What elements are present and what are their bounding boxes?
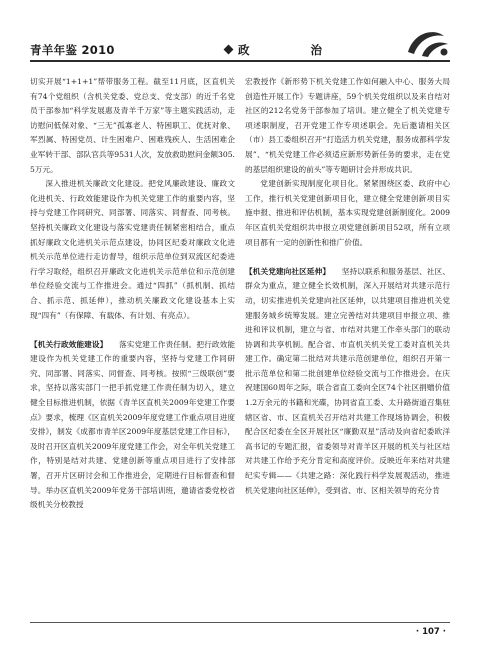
- running-header: [30, 40, 450, 62]
- footer-rule: [30, 622, 450, 623]
- header-rule: [30, 60, 450, 62]
- section-heading: 【机关行政效能建设】: [30, 339, 104, 349]
- paragraph: 切实开展“1+1+1”帮带服务工程。截至11月底，区直机关有74个党组织（含机关党委、党总支、党支部）的近千名党员干部参加“科学发展惠及青羊千万家”等主题实践活动，走访慰问低保对象、“三无”孤寡老人、特困职工、优抚对象、军烈属、特困党员、计生困难户、困难残疾人、生活困难企业军转干部、部队官兵等9531人次，发放救助慰问金额305.5万元。: [30, 77, 235, 174]
- left-column: [30, 75, 235, 615]
- right-column: [245, 75, 450, 615]
- section-char-2: 治: [310, 43, 325, 57]
- diamond-icon: [224, 45, 234, 55]
- section-label: [225, 42, 325, 58]
- section-paragraph: [245, 265, 450, 499]
- section-paragraph: [30, 338, 235, 513]
- paragraph: 宏教授作《新形势下机关党建工作如何融入中心、服务大局创造性开展工作》专题讲座，59个机关党组织以及来自结对社区的212名党务干部参加了培训。建立健全了机关党建专项述职制度，召开党建工作专项述职会。先后邀请相关区（市）县工委组织召开“打造活力机关党建，服务成都科学发展”、“机关党建工作必须适应新形势新任务的要求，走在党的基层组织建设的前头”等专题研讨会并形成共识。: [245, 77, 450, 174]
- section-body: 坚持以联系和服务基层、社区、群众为重点，建立健全长效机制，深入开展结对共建示范行动，切实推进机关党建向社区延伸，以共建项目推进机关党建服务城乡统筹发展。建立完善结对共建项目申报立项、推进和评议机制，建立与省、市结对共建工作牵头部门的联动协调和共享机制。配合省、市直机关机关党工委对直机关共建工作。确定第二批结对共建示范创建单位，组织召开第一批示范单位和第二批创建单位经验交流与工作推进会。在庆祝建国60周年之际，联合省直工委向全区74个社区捐赠价值1.2万余元的书籍和光碟，协同省直工委、太升路街道召集驻辖区省、市、区直机关召开结对共建工作现场协调会，积极配合区纪委在全区开展社区“廉勤双星”活动及向省纪委欧洋高书记的专题汇报，省委领导对青羊区开展的机关与社区结对共建工作给予充分肯定和高度评价。反映近年来结对共建纪实专辑——《共建之路：深化践行科学发展观活动，推进机关党建向社区延伸》，受到省、市、区相关领导的充分肯: [245, 266, 450, 495]
- paragraph: 深入推进机关廉政文化建设。把党风廉政建设、廉政文化进机关、行政效能建设作为机关党建工作的重要内容，坚持与党建工作同研究、同部署、同落实、同督查、同考核。坚持机关廉政文化建设与落实党建责任制紧密相结合，重点抓好廉政文化进机关示范点建设，协同区纪委对廉政文化进机关示范单位进行走访督导，组织示范单位到双流区纪委进行学习取经，组织召开廉政文化进机关示范单位和示范创建单位经验交流与工作推进会。通过“四抓”（抓机制、抓结合、抓示范、抓延伸），推动机关廉政文化建设基本上实现“四有”（有保障、有载体、有计划、有亮点）。: [30, 179, 235, 320]
- yearbook-title: 青羊年鉴 2010: [30, 43, 115, 57]
- yearbook-logo-icon: [404, 26, 452, 60]
- page-number: · 107 ·: [415, 627, 446, 637]
- paragraph: 党建创新实现制度化项目化。紧紧围绕区委、政府中心工作，推行机关党建创新项目化，建立健全党建创新项目实施申报、推进和评估机制，基本实现党建创新制度化。2009年区直机关党组织共申报立项党建创新项目52项，所有立项项目都有一定的创新性和推广价值。: [245, 179, 450, 247]
- section-heading: 【机关党建向社区延伸】: [245, 266, 327, 276]
- section-char-1: 政: [238, 43, 253, 57]
- section-body: 落实党建工作责任制。把行政效能建设作为机关党建工作的重要内容，坚持与党建工作同研究、同部署、同落实、同督查、同考核。按照“三级联创”要求，坚持以落实部门一把手抓党建工作责任制为切入，建立健全目标推进机制，依据《青羊区直机关2009年党建工作要点》要求，梳理《区直机关2009年度党建工作重点项目进度安排》，制发《成都市青羊区2009年度基层党建工作目标》，及时召开区直机关2009年度党建工作会，对全年机关党建工作，特别是结对共建、党建创新等重点项目进行了安排部署，召开片区研讨会和工作推进会，定期进行目标督查和督导。举办区直机关2009年党务干部培训班，邀请省委党校省级机关分校教授: [30, 339, 235, 510]
